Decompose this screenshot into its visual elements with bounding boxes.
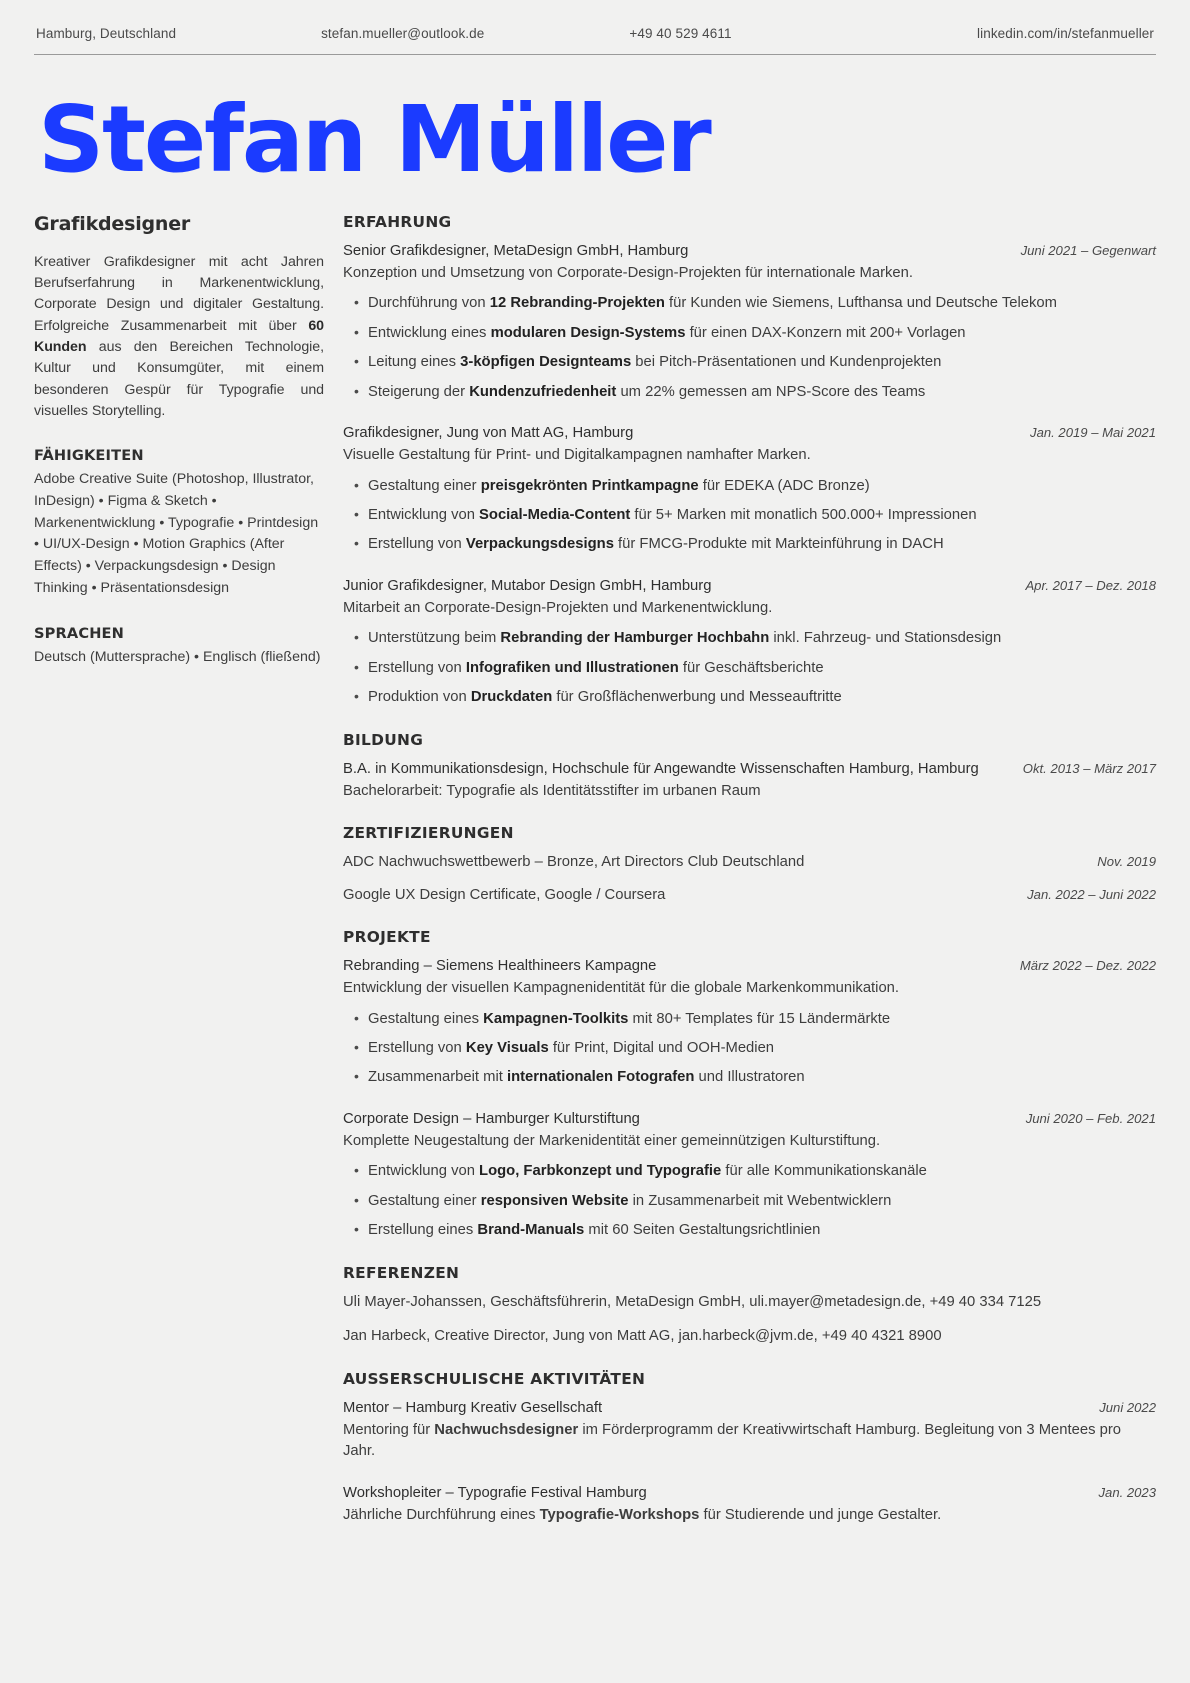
bullet-highlight: internationalen Fotografen [506,1069,695,1086]
contact-email[interactable]: stefan.mueller@outlook.de [321,26,485,41]
entry-description: Jährliche Durchführung eines Typografie-Workshops für Studierende und junge Gestalter. [343,1506,942,1523]
certification-date: Nov. 2019 [1097,854,1156,870]
languages-list: Deutsch (Muttersprache) • Englisch (fließend) [34,648,321,665]
certification-title: ADC Nachwuchswettbewerb – Bronze, Art Directors Club Deutschland [343,854,805,871]
entry-title: Mentor – Hamburg Kreativ Gesellschaft [343,1399,603,1416]
bullet-highlight: Kampagnen-Toolkits [483,1010,629,1027]
bullet-highlight: Rebranding der Hamburger Hochbahn [500,630,770,647]
entry-subtitle: Visuelle Gestaltung für Print- und Digitalkampagnen namhafter Marken. [343,447,811,464]
activities-list [343,1398,1156,1526]
project-entry [343,956,1156,1089]
reference-item: Jan Harbeck, Creative Director, Jung von Matt AG, jan.harbeck@jvm.de, +49 40 4321 8900 [343,1328,942,1345]
bullet-item: • Produktion von Druckdaten für Großflächenwerbung und Messeauftritte [343,687,1156,708]
bullet-item: • Gestaltung einer preisgekrönten Printkampagne für EDEKA (ADC Bronze) [343,476,1156,497]
bullet-item: • Entwicklung von Logo, Farbkonzept und Typografie für alle Kommunikationskanäle [343,1161,1156,1182]
bullet-item: • Entwicklung eines modularen Design-Systems für einen DAX-Konzern mit 200+ Vorlagen [343,323,1156,344]
bullet-list [343,1161,1156,1241]
bullet-item: • Steigerung der Kundenzufriedenheit um 22% gemessen am NPS-Score des Teams [343,382,1156,403]
certification-date: Jan. 2022 – Juni 2022 [1027,886,1156,902]
entry-description: Mentoring für Nachwuchsdesigner im Förderprogramm der Kreativwirtschaft Hamburg. Begleitung von 3 Mentees pro Jahr. [343,1421,1121,1460]
bullet-item: • Gestaltung einer responsiven Website in Zusammenarbeit mit Webentwicklern [343,1191,1156,1212]
contact-location: Hamburg, Deutschland [36,26,177,41]
bullet-highlight: Social-Media-Content [479,507,631,523]
experience-list [343,241,1156,709]
activity-entry [343,1398,1156,1463]
contact-bar [34,26,1156,55]
entry-title: Senior Grafikdesigner, MetaDesign GmbH, Hamburg [343,242,689,259]
section-heading-education: BILDUNG [343,730,424,749]
bullet-highlight: 12 Rebranding-Projekten [489,295,665,312]
entry-date: Jan. 2023 [1098,1484,1156,1500]
bullet-item: • Entwicklung von Social-Media-Content für 5+ Marken mit monatlich 500.000+ Impressionen [343,505,1156,526]
entry-header [343,1109,1156,1130]
summary-highlight: 60 Kunden [34,317,324,356]
education-entry [343,759,1156,802]
entry-subtitle: Konzeption und Umsetzung von Corporate-Design-Projekten für internationale Marken. [343,264,913,281]
bullet-highlight: Key Visuals [465,1039,549,1056]
summary-part-2: aus den Bereichen Technologie, Kultur und Konsumgüter, mit einem besonderen Gespür für Typografie und visuelles Storytelling. [34,339,324,419]
skills-list: Adobe Creative Suite (Photoshop, Illustrator, InDesign) • Figma & Sketch • Markenentwicklung • Typografie • Printdesign • UI/UX-Design • Motion Graphics (After Effects) • Verpackungsdesign • Design Thinking • Präsentationsdesign [34,471,319,596]
bullet-item: • Erstellung von Key Visuals für Print, Digital und OOH-Medien [343,1038,1156,1059]
bullet-item: • Durchführung von 12 Rebranding-Projekten für Kunden wie Siemens, Lufthansa und Deutsche Telekom [343,293,1156,314]
entry-header [343,1483,1156,1504]
entry-subtitle: Komplette Neugestaltung der Markenidentität einer gemeinnützigen Kulturstiftung. [343,1132,881,1149]
entry-date: Juni 2021 – Gegenwart [1020,242,1156,258]
projects-list [343,956,1156,1242]
bullet-highlight: preisgekrönten Printkampagne [480,477,699,494]
languages-heading: SPRACHEN [34,624,125,642]
entry-header [343,241,1156,262]
reference-item: Uli Mayer-Johanssen, Geschäftsführerin, MetaDesign GmbH, uli.mayer@metadesign.de, +49 40 334 7125 [343,1293,1042,1310]
bullet-item: • Gestaltung eines Kampagnen-Toolkits mit 80+ Templates für 15 Ländermärkte [343,1009,1156,1030]
references-list [343,1292,1156,1348]
entry-title: Corporate Design – Hamburger Kulturstiftung [343,1110,640,1127]
project-entry [343,1109,1156,1242]
bullet-highlight: Logo, Farbkonzept und Typografie [479,1163,722,1180]
bullet-list [343,476,1156,556]
body-columns [34,213,1156,1526]
section-heading-certifications: ZERTIFIZIERUNGEN [343,824,514,843]
bullet-list [343,628,1156,708]
entry-header [343,423,1156,444]
bullet-item: • Erstellung von Infografiken und Illustrationen für Geschäftsberichte [343,658,1156,679]
bullet-highlight: 3-köpfigen Designteams [460,354,632,371]
entry-subtitle: Bachelorarbeit: Typografie als Identitätsstifter im urbanen Raum [343,782,761,799]
description-highlight: Nachwuchsdesigner [434,1421,579,1438]
bullet-highlight: responsiven Website [480,1192,629,1209]
bullet-highlight: Kundenzufriedenheit [469,383,617,400]
bullet-item: • Zusammenarbeit mit internationalen Fotografen und Illustratoren [343,1067,1156,1088]
experience-entry [343,241,1156,403]
certifications-list [343,852,1156,906]
bullet-highlight: Infografiken und Illustrationen [465,659,679,676]
description-highlight: Typografie-Workshops [539,1506,700,1523]
activity-entry [343,1483,1156,1526]
entry-date: März 2022 – Dez. 2022 [1019,958,1156,974]
bullet-highlight: modularen Design-Systems [490,324,686,341]
entry-title: Junior Grafikdesigner, Mutabor Design GmbH, Hamburg [343,577,712,594]
entry-header [343,1398,1156,1419]
section-heading-projects: PROJEKTE [343,928,431,947]
sidebar [34,213,334,668]
bullet-highlight: Druckdaten [470,689,553,706]
contact-linkedin[interactable]: linkedin.com/in/stefanmueller [977,26,1154,41]
entry-subtitle: Entwicklung der visuellen Kampagnenidentität für die globale Markenkommunikation. [343,980,900,997]
entry-title: Grafikdesigner, Jung von Matt AG, Hamburg [343,425,634,442]
entry-date: Okt. 2013 – März 2017 [1022,760,1156,776]
experience-entry [343,576,1156,709]
entry-subtitle: Mitarbeit an Corporate-Design-Projekten und Markenentwicklung. [343,599,773,616]
certification-item [343,885,1156,906]
bullet-item: • Leitung eines 3-köpfigen Designteams bei Pitch-Präsentationen und Kundenprojekten [343,352,1156,373]
skills-heading: FÄHIGKEITEN [34,447,144,465]
section-heading-activities: AUSSERSCHULISCHE AKTIVITÄTEN [343,1369,646,1388]
bullet-item: • Erstellung von Verpackungsdesigns für FMCG-Produkte mit Markteinführung in DACH [343,534,1156,555]
entry-date: Jan. 2019 – Mai 2021 [1030,425,1156,441]
entry-date: Apr. 2017 – Dez. 2018 [1025,577,1156,593]
contact-phone[interactable]: +49 40 529 4611 [629,26,732,41]
bullet-item: • Unterstützung beim Rebranding der Hamburger Hochbahn inkl. Fahrzeug- und Stationsdesign [343,628,1156,649]
bullet-list [343,293,1156,403]
entry-date: Juni 2020 – Feb. 2021 [1025,1110,1156,1126]
education-list [343,759,1156,802]
certification-item [343,852,1156,873]
bullet-list [343,1009,1156,1089]
entry-header [343,576,1156,597]
entry-title: B.A. in Kommunikationsdesign, Hochschule für Angewandte Wissenschaften Hamburg, Hamburg [343,760,979,777]
entry-title: Rebranding – Siemens Healthineers Kampagne [343,958,657,975]
section-heading-references: REFERENZEN [343,1263,460,1282]
bullet-highlight: Verpackungsdesigns [465,536,614,553]
job-title: Grafikdesigner [34,212,191,235]
certification-title: Google UX Design Certificate, Google / Coursera [343,886,666,903]
summary-part-1: Kreativer Grafikdesigner mit acht Jahren Berufserfahrung in Markenentwicklung, Corporate Design und digitaler Gestaltung. Erfolgreiche Zusammenarbeit mit über [34,253,324,334]
section-heading-experience: ERFAHRUNG [343,212,452,231]
experience-entry [343,423,1156,556]
entry-header [343,956,1156,977]
entry-header [343,759,1156,780]
bullet-item: • Erstellung eines Brand-Manuals mit 60 Seiten Gestaltungsrichtlinien [343,1220,1156,1241]
main-content [334,213,1156,1526]
bullet-highlight: Brand-Manuals [477,1222,585,1239]
entry-title: Workshopleiter – Typografie Festival Hamburg [343,1484,647,1501]
summary-paragraph [34,252,324,422]
entry-date: Juni 2022 [1099,1399,1156,1415]
page-title: Stefan Müller [38,86,710,193]
